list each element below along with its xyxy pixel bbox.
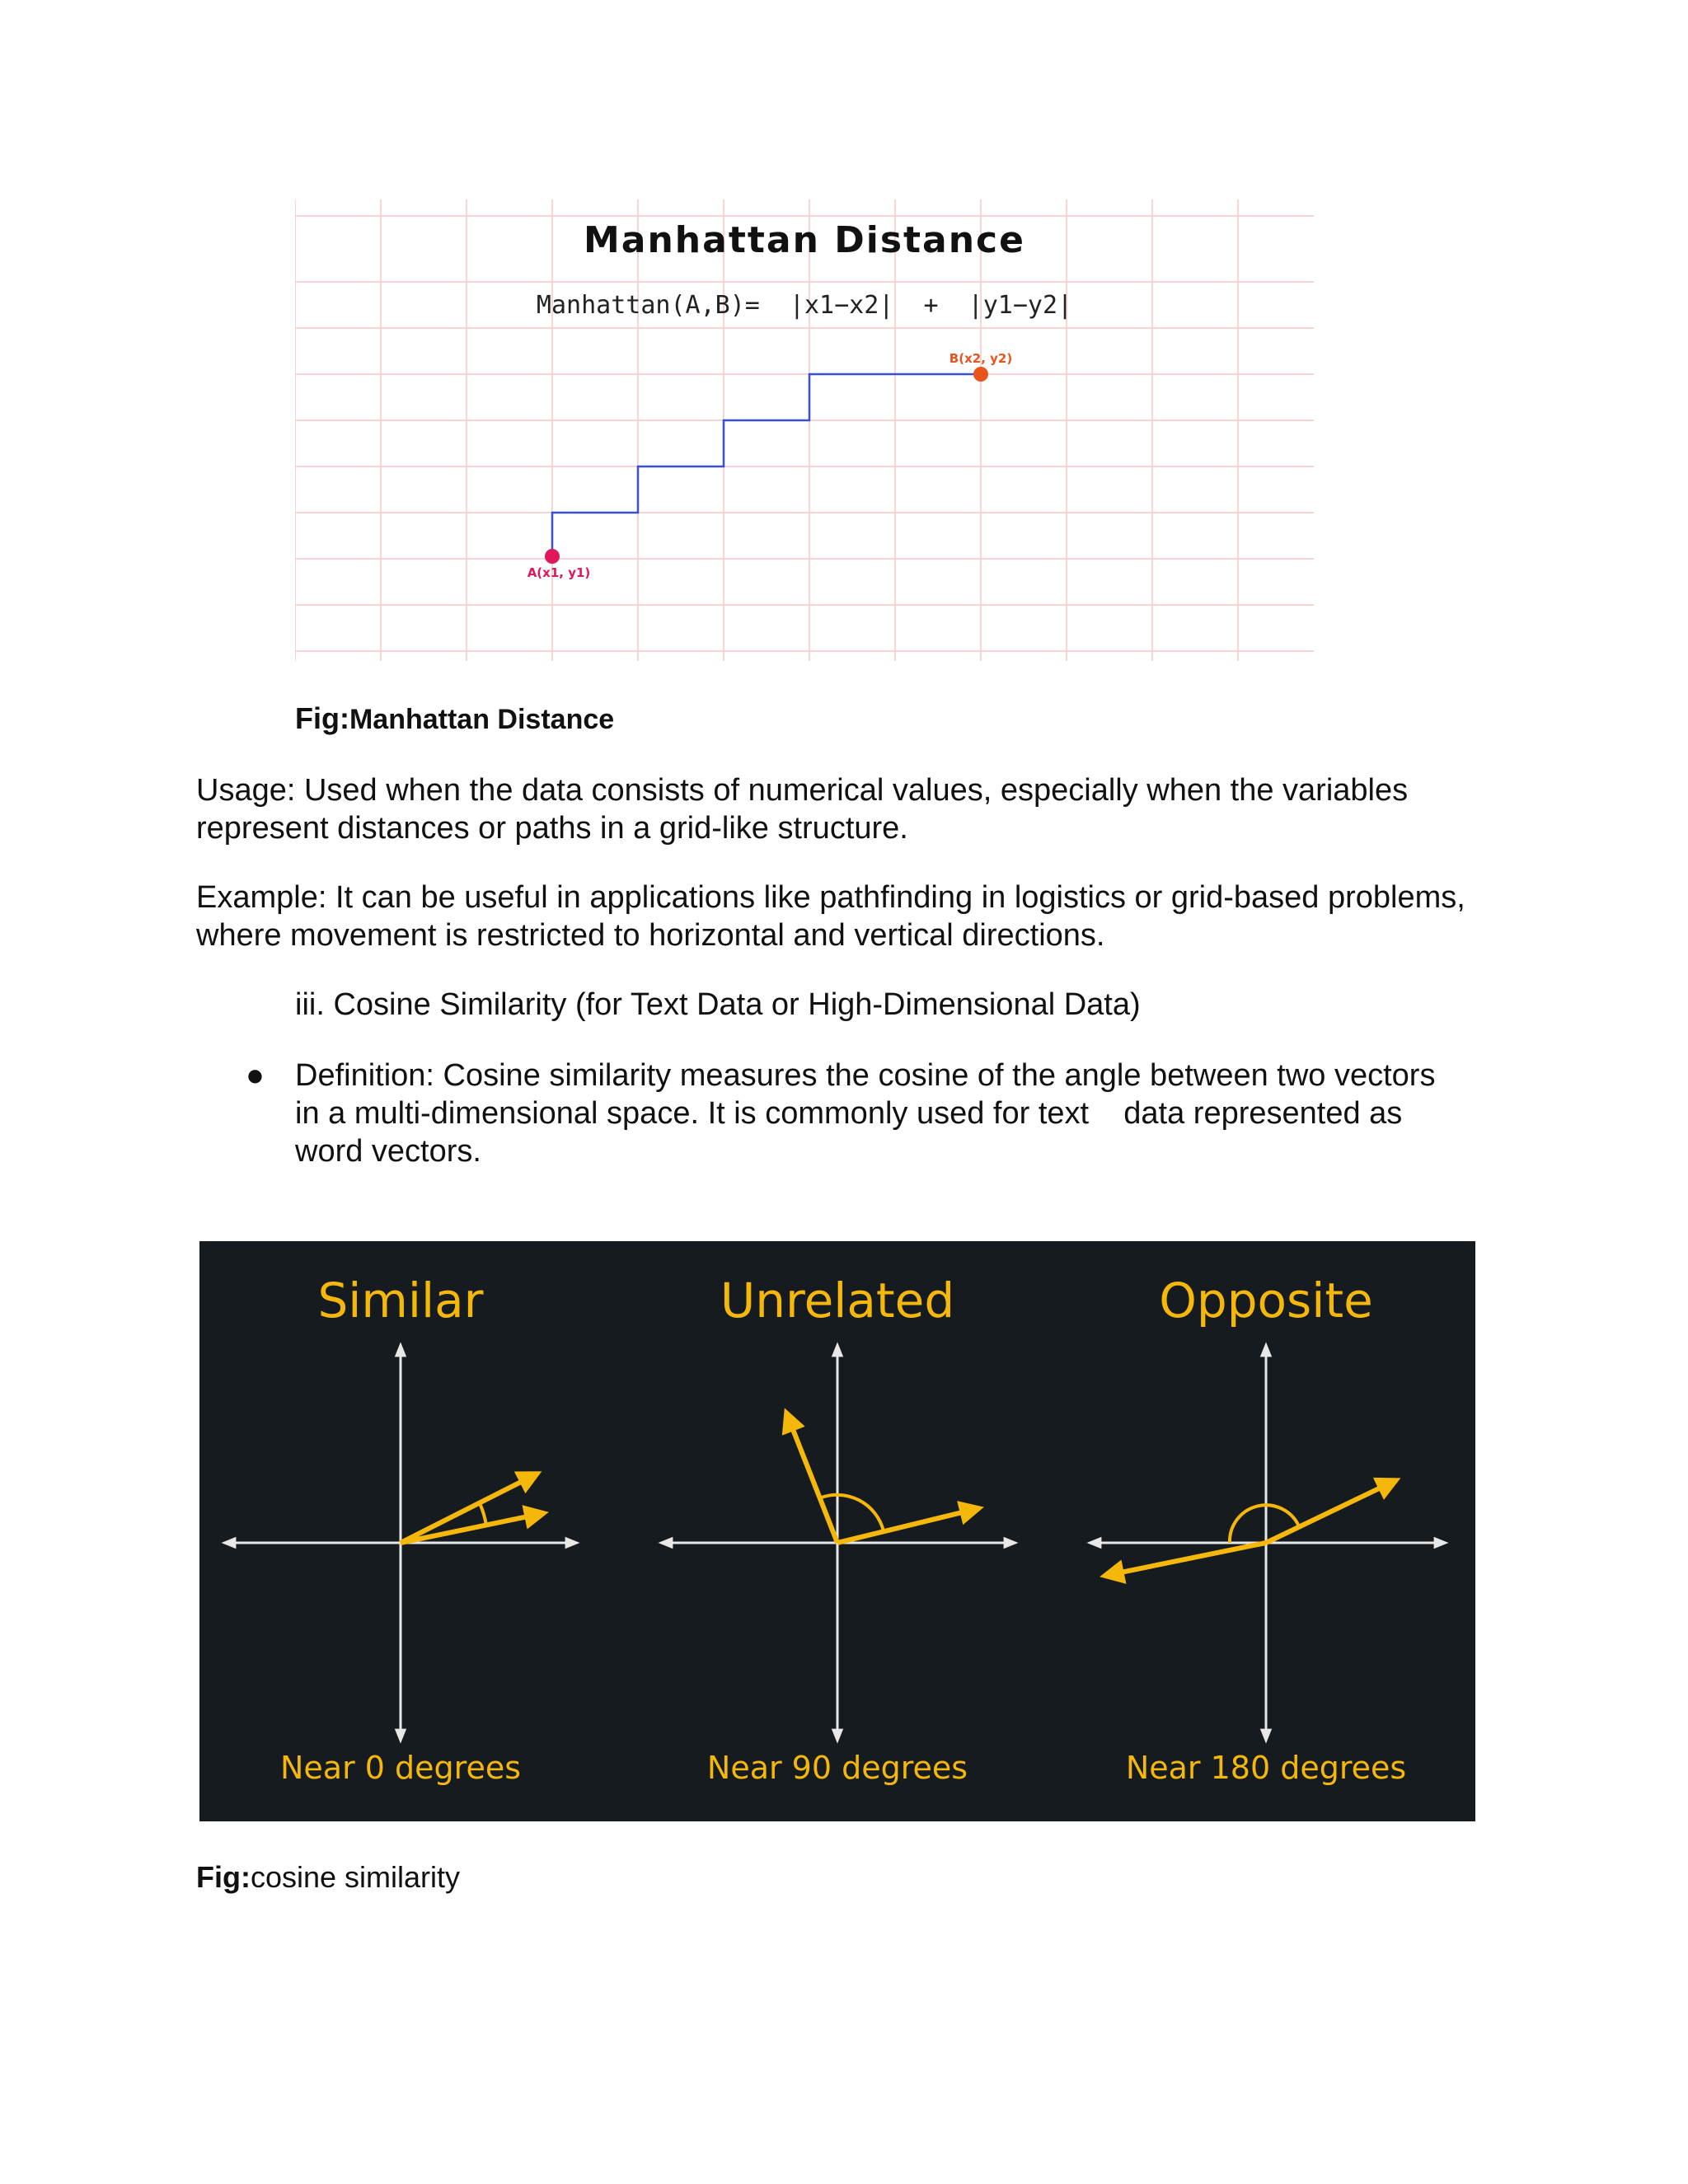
caption-prefix: Fig: [295, 701, 349, 735]
figure-title: Manhattan Distance [584, 219, 1025, 261]
example-paragraph: Example: It can be useful in applications like pathfinding in logistics or grid-based problems, where movement is restricted to horizontal and vertical directions. [196, 880, 1465, 953]
panel-caption: Near 0 degrees [279, 1750, 522, 1786]
manhattan-figure-caption [295, 701, 614, 738]
definition-text: Definition: Cosine similarity measures the cosine of the angle between two vectors in a multi-dimensional space. It is commonly used for text data represented as word vectors. [295, 1058, 1445, 1169]
cosine-similarity-heading: iii. Cosine Similarity (for Text Data or High-Dimensional Data) [295, 987, 1141, 1022]
caption-text: Manhattan Distance [349, 704, 615, 735]
panel-title: Opposite [1159, 1272, 1373, 1329]
manhattan-distance-figure [295, 199, 1314, 661]
point-a-label: A(x1, y1) [527, 565, 591, 580]
panel-caption: Near 180 degrees [1125, 1750, 1407, 1786]
cosine-figure-caption [196, 1859, 460, 1896]
panel-caption: Near 90 degrees [706, 1750, 968, 1786]
panel-title: Similar [317, 1272, 484, 1329]
caption-text: cosine similarity [250, 1860, 461, 1894]
point-b-label: B(x2, y2) [949, 351, 1013, 366]
caption-prefix: Fig: [196, 1860, 251, 1894]
formula: Manhattan(A,B)= |x1−x2| + |y1−y2| [536, 291, 1073, 320]
point-b [973, 367, 988, 382]
bullet-marker: ● [246, 1058, 265, 1093]
panel-title: Unrelated [720, 1272, 955, 1329]
cosine-similarity-figure [199, 1241, 1475, 1821]
point-a [545, 549, 560, 564]
usage-paragraph: Usage: Used when the data consists of numerical values, especially when the variables represent distances or paths in a grid-like structure. [196, 773, 1409, 846]
